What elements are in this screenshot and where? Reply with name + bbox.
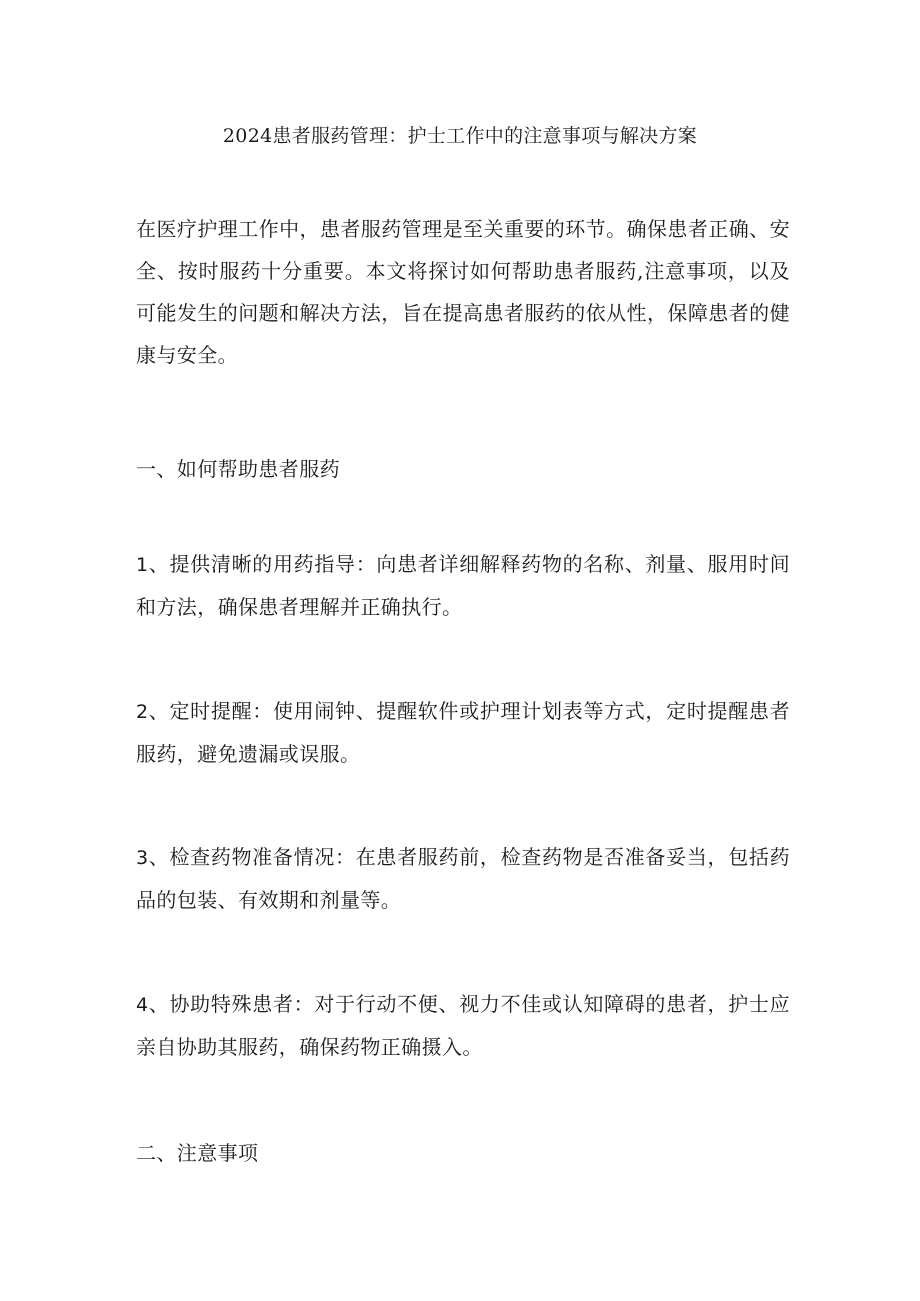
section-heading-how-to-help: 一、如何帮助患者服药 <box>136 457 340 481</box>
list-item-number: 2 <box>136 701 149 723</box>
list-item-3 <box>136 836 790 921</box>
list-item-text: 、协助特殊患者：对于行动不便、视力不佳或认知障碍的患者，护士应亲自协助其服药，确保药物正确摄入。 <box>136 992 790 1059</box>
list-item-number: 4 <box>136 994 149 1016</box>
list-item-text: 、检查药物准备情况：在患者服药前，检查药物是否准备妥当，包括药品的包装、有效期和剂量等。 <box>136 845 790 912</box>
list-item-text: 、定时提醒：使用闹钟、提醒软件或护理计划表等方式，定时提醒患者服药，避免遗漏或误服。 <box>136 699 790 766</box>
list-item-2 <box>136 690 790 775</box>
intro-paragraph: 在医疗护理工作中，患者服药管理是至关重要的环节。确保患者正确、安全、按时服药十分重要。本文将探讨如何帮助患者服药,注意事项，以及可能发生的问题和解决方法，旨在提高患者服药的依从性，保障患者的健康与安全。 <box>136 217 790 367</box>
section-heading-precautions: 二、注意事项 <box>136 1141 259 1165</box>
document-title: 2024患者服药管理：护士工作中的注意事项与解决方案 <box>222 125 698 147</box>
list-item-number: 1 <box>136 554 149 576</box>
list-item-1 <box>136 543 790 628</box>
list-item-number: 3 <box>136 847 149 869</box>
list-item-text: 、提供清晰的用药指导：向患者详细解释药物的名称、剂量、服用时间和方法，确保患者理解并正确执行。 <box>136 552 790 619</box>
list-item-4 <box>136 983 790 1068</box>
